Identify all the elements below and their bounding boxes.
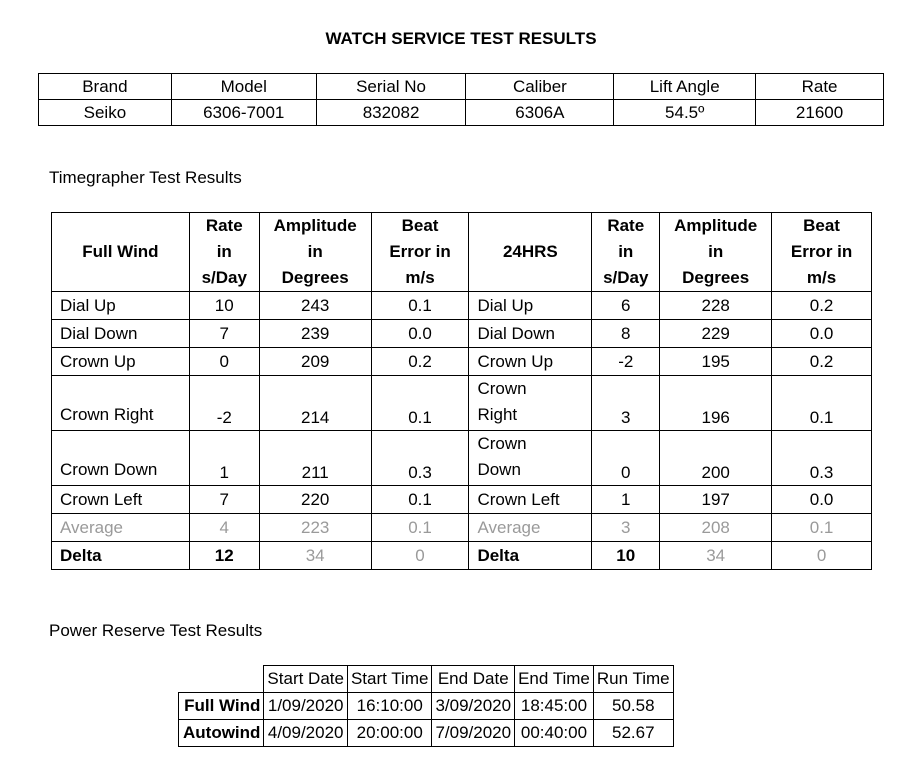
position-label-line2: Down — [477, 460, 521, 479]
amplitude-value: 209 — [259, 348, 371, 376]
beat-error-value: 0.1 — [371, 292, 469, 320]
delta-rate: 10 — [592, 542, 660, 570]
timegrapher-table — [51, 212, 872, 570]
position-label-line1: Crown — [477, 379, 527, 398]
position-label-line1: Crown — [477, 434, 527, 453]
average-row — [52, 514, 872, 542]
position-label: Crown Right — [52, 376, 190, 431]
rate-value: -2 — [189, 376, 259, 431]
col-amp-line3: Degrees — [281, 268, 349, 287]
col-rate-line3: s/Day — [603, 268, 649, 287]
start-time: 20:00:00 — [347, 720, 431, 747]
start-date: 1/09/2020 — [264, 693, 348, 720]
header-end-time: End Time — [515, 666, 594, 693]
col-rate-line2: in — [216, 242, 232, 261]
col-rate-right — [592, 213, 660, 292]
table-row — [52, 348, 872, 376]
average-beat-error: 0.1 — [772, 514, 872, 542]
col-beat-line2: Error in — [790, 242, 853, 261]
24hrs-label: 24HRS — [469, 213, 592, 292]
delta-amplitude: 34 — [259, 542, 371, 570]
table-row — [52, 320, 872, 348]
amplitude-value: 196 — [660, 376, 772, 431]
beat-error-value: 0.0 — [772, 320, 872, 348]
beat-error-value: 0.0 — [772, 486, 872, 514]
info-value-row — [39, 100, 884, 126]
beat-error-value: 0.1 — [371, 376, 469, 431]
rate-value: 0 — [592, 431, 660, 486]
header-start-date: Start Date — [264, 666, 348, 693]
end-time: 18:45:00 — [515, 693, 594, 720]
end-date: 3/09/2020 — [432, 693, 515, 720]
power-reserve-header-row — [179, 666, 674, 693]
table-row — [52, 486, 872, 514]
delta-label: Delta — [52, 542, 190, 570]
header-run-time: Run Time — [593, 666, 673, 693]
col-beat-left — [371, 213, 469, 292]
row-label: Full Wind — [179, 693, 264, 720]
rate-value: 7 — [189, 320, 259, 348]
corner-cell — [179, 666, 264, 693]
col-rate-line2: in — [618, 242, 634, 261]
run-time: 52.67 — [593, 720, 673, 747]
col-rate-line3: s/Day — [201, 268, 247, 287]
table-row — [52, 292, 872, 320]
info-value-model: 6306-7001 — [171, 100, 316, 126]
info-header-lift-angle: Lift Angle — [614, 74, 756, 100]
delta-beat-error: 0 — [371, 542, 469, 570]
info-header-row — [39, 74, 884, 100]
info-value-caliber: 6306A — [466, 100, 614, 126]
header-end-date: End Date — [432, 666, 515, 693]
rate-value: 7 — [189, 486, 259, 514]
run-time: 50.58 — [593, 693, 673, 720]
header-start-time: Start Time — [347, 666, 431, 693]
timegrapher-header-row — [52, 213, 872, 292]
rate-value: -2 — [592, 348, 660, 376]
amplitude-value: 214 — [259, 376, 371, 431]
delta-row — [52, 542, 872, 570]
table-row — [179, 693, 674, 720]
position-label — [469, 376, 592, 431]
end-time: 00:40:00 — [515, 720, 594, 747]
timegrapher-heading: Timegrapher Test Results — [49, 168, 242, 187]
watch-info-table — [38, 73, 884, 126]
rate-value: 3 — [592, 376, 660, 431]
delta-amplitude: 34 — [660, 542, 772, 570]
rate-value: 10 — [189, 292, 259, 320]
rate-value: 1 — [189, 431, 259, 486]
col-beat-line1: Beat — [401, 216, 439, 235]
position-label: Dial Down — [52, 320, 190, 348]
amplitude-value: 228 — [660, 292, 772, 320]
position-label: Dial Up — [52, 292, 190, 320]
col-beat-line3: m/s — [405, 268, 435, 287]
rate-value: 6 — [592, 292, 660, 320]
position-label: Crown Up — [469, 348, 592, 376]
average-amplitude: 208 — [660, 514, 772, 542]
info-value-serial: 832082 — [316, 100, 466, 126]
position-label: Crown Down — [52, 431, 190, 486]
amplitude-value: 211 — [259, 431, 371, 486]
start-time: 16:10:00 — [347, 693, 431, 720]
table-row — [179, 720, 674, 747]
col-amp-right — [660, 213, 772, 292]
beat-error-value: 0.0 — [371, 320, 469, 348]
info-value-brand: Seiko — [39, 100, 172, 126]
average-label: Average — [52, 514, 190, 542]
col-amp-line2: in — [708, 242, 724, 261]
beat-error-value: 0.3 — [371, 431, 469, 486]
end-date: 7/09/2020 — [432, 720, 515, 747]
power-reserve-table — [178, 665, 674, 747]
amplitude-value: 195 — [660, 348, 772, 376]
col-beat-right — [772, 213, 872, 292]
position-label: Dial Up — [469, 292, 592, 320]
average-amplitude: 223 — [259, 514, 371, 542]
full-wind-label: Full Wind — [52, 213, 190, 292]
col-rate-line1: Rate — [205, 216, 243, 235]
col-amp-left — [259, 213, 371, 292]
amplitude-value: 243 — [259, 292, 371, 320]
col-rate-line1: Rate — [607, 216, 645, 235]
beat-error-value: 0.3 — [772, 431, 872, 486]
rate-value: 8 — [592, 320, 660, 348]
col-amp-line1: Amplitude — [674, 216, 758, 235]
delta-rate: 12 — [189, 542, 259, 570]
table-row — [52, 431, 872, 486]
average-rate: 4 — [189, 514, 259, 542]
col-beat-line3: m/s — [806, 268, 837, 287]
page-title: WATCH SERVICE TEST RESULTS — [325, 29, 597, 48]
position-label: Crown Left — [469, 486, 592, 514]
position-label: Crown Left — [52, 486, 190, 514]
start-date: 4/09/2020 — [264, 720, 348, 747]
beat-error-value: 0.1 — [371, 486, 469, 514]
average-beat-error: 0.1 — [371, 514, 469, 542]
info-header-model: Model — [171, 74, 316, 100]
amplitude-value: 200 — [660, 431, 772, 486]
delta-label: Delta — [469, 542, 592, 570]
table-row — [52, 376, 872, 431]
power-reserve-heading: Power Reserve Test Results — [49, 621, 263, 640]
delta-beat-error: 0 — [772, 542, 872, 570]
info-header-caliber: Caliber — [466, 74, 614, 100]
col-amp-line3: Degrees — [682, 268, 750, 287]
amplitude-value: 229 — [660, 320, 772, 348]
beat-error-value: 0.1 — [772, 376, 872, 431]
col-beat-line1: Beat — [803, 216, 840, 235]
beat-error-value: 0.2 — [371, 348, 469, 376]
position-label — [469, 431, 592, 486]
rate-value: 0 — [189, 348, 259, 376]
info-header-rate: Rate — [756, 74, 884, 100]
col-amp-line2: in — [307, 242, 323, 261]
info-value-lift-angle: 54.5º — [614, 100, 756, 126]
beat-error-value: 0.2 — [772, 292, 872, 320]
amplitude-value: 239 — [259, 320, 371, 348]
position-label-line2: Right — [477, 405, 518, 424]
amplitude-value: 220 — [259, 486, 371, 514]
amplitude-value: 197 — [660, 486, 772, 514]
info-header-brand: Brand — [39, 74, 172, 100]
beat-error-value: 0.2 — [772, 348, 872, 376]
average-label: Average — [469, 514, 592, 542]
info-value-rate: 21600 — [756, 100, 884, 126]
info-header-serial: Serial No — [316, 74, 466, 100]
col-beat-line2: Error in — [389, 242, 451, 261]
average-rate: 3 — [592, 514, 660, 542]
position-label: Crown Up — [52, 348, 190, 376]
rate-value: 1 — [592, 486, 660, 514]
col-rate-left — [189, 213, 259, 292]
col-amp-line1: Amplitude — [273, 216, 357, 235]
row-label: Autowind — [179, 720, 264, 747]
position-label: Dial Down — [469, 320, 592, 348]
